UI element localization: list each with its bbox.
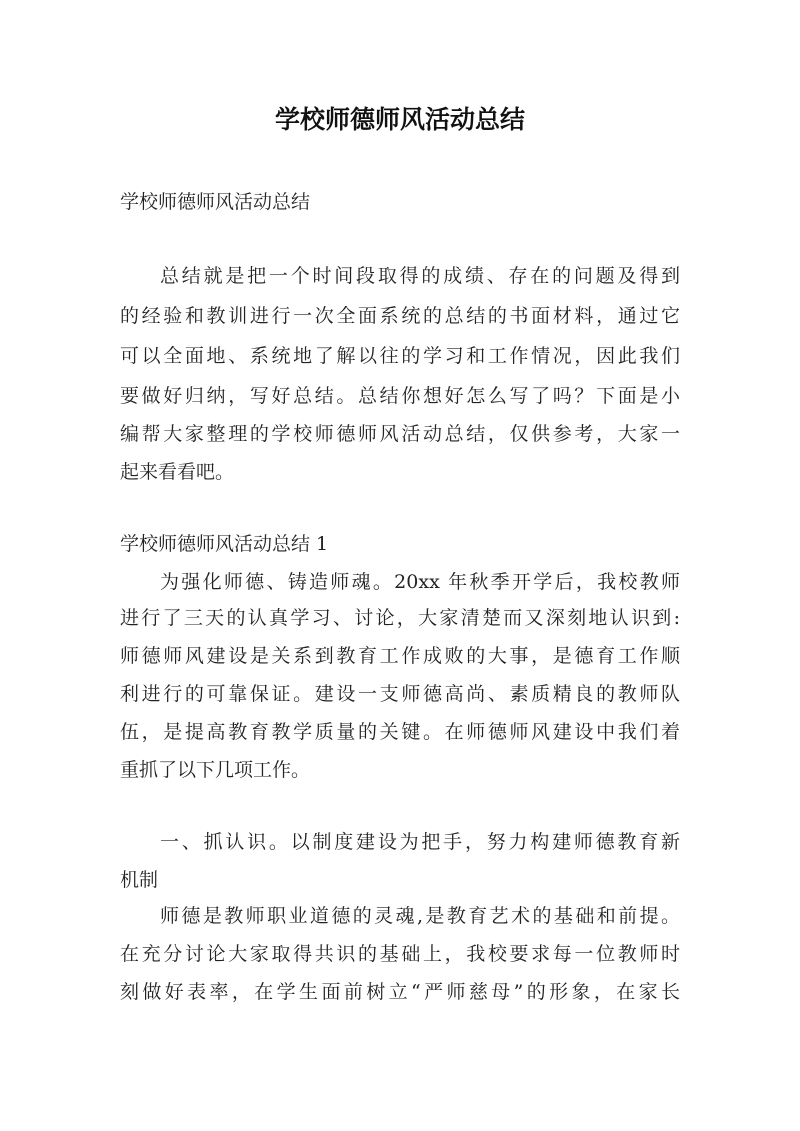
intro-line: 起来看看吧。 [120,461,235,483]
point-heading-line: 一、抓认识。以制度建设为把手，努力构建师德教育新 [160,831,680,853]
section-heading: 学校师德师风活动总结 1 [120,533,329,555]
intro-line: 可以全面地、系统地了解以往的学习和工作情况，因此我们 [120,345,680,367]
point-body-line: 刻做好表率，在学生面前树立“严师慈母”的形象，在家长 [120,981,680,1003]
document-subtitle: 学校师德师风活动总结 [120,191,311,213]
section-line: 利进行的可靠保证。建设一支师德高尚、素质精良的教师队 [120,683,680,705]
point-body-line: 师德是教师职业道德的灵魂,是教育艺术的基础和前提。 [160,905,680,927]
intro-line: 编帮大家整理的学校师德师风活动总结，仅供参考，大家一 [120,423,680,445]
intro-line: 总结就是把一个时间段取得的成绩、存在的问题及得到 [160,265,680,287]
document-title: 学校师德师风活动总结 [274,105,525,134]
point-body-line: 在充分讨论大家取得共识的基础上，我校要求每一位教师时 [120,943,680,965]
section-line: 师德师风建设是关系到教育工作成败的大事，是德育工作顺 [120,645,680,667]
point-heading-line: 机制 [120,869,159,891]
intro-line: 要做好归纳，写好总结。总结你想好怎么写了吗？下面是小 [120,385,680,407]
section-line: 重抓了以下几项工作。 [120,759,311,781]
section-line: 伍，是提高教育教学质量的关键。在师德师风建设中我们着 [120,721,680,743]
section-line: 进行了三天的认真学习、讨论，大家清楚而又深刻地认识到: [120,607,680,629]
section-line: 为强化师德、铸造师魂。20xx 年秋季开学后，我校教师 [160,571,680,593]
intro-line: 的经验和教训进行一次全面系统的总结的书面材料，通过它 [120,305,680,327]
